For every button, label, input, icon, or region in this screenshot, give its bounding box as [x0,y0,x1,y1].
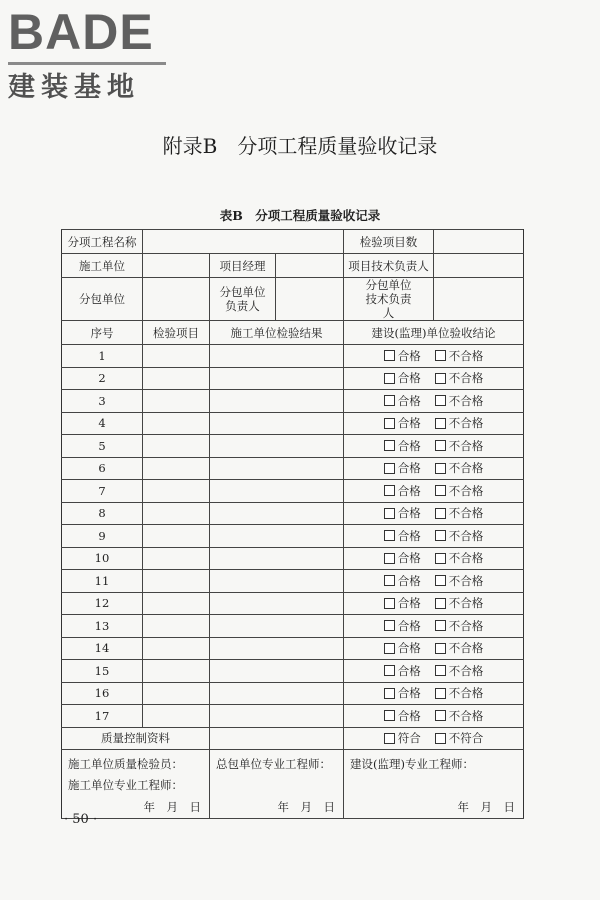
pass-checkbox[interactable] [384,371,421,385]
row-number: 5 [62,435,143,458]
contractor-result-cell[interactable] [210,547,344,570]
supervisor-conclusion-cell [344,660,524,683]
fail-checkbox[interactable] [435,709,484,723]
pass-checkbox-label: 合格 [397,506,421,521]
row-number: 13 [62,615,143,638]
fail-checkbox[interactable] [435,506,484,520]
project-name-label: 分项工程名称 [62,230,143,254]
fail-checkbox-label: 不合格 [448,483,484,498]
contractor-result-cell[interactable] [210,457,344,480]
logo-subtitle: 建装基地 [8,72,140,103]
fail-checkbox-label: 不合格 [448,618,484,633]
compliant-checkbox-label: 符合 [397,731,421,746]
supervisor-engineer-label: 建设(监理)专业工程师： [350,757,474,771]
general-engineer-label: 总包单位专业工程师： [216,757,331,771]
inspection-item-cell[interactable] [143,615,210,638]
supervisor-conclusion-cell [344,435,524,458]
fail-checkbox[interactable] [435,641,484,655]
row-number: 11 [62,570,143,593]
column-header-supervisor-conclusion: 建设(监理)单位验收结论 [344,321,524,345]
fail-checkbox-label: 不合格 [448,416,484,431]
supervisor-conclusion-cell [344,705,524,728]
inspection-item-cell[interactable] [143,502,210,525]
general-date: 年 月 日 [277,800,336,814]
fail-checkbox[interactable] [435,596,484,610]
pass-checkbox-label: 合格 [397,686,421,701]
supervisor-conclusion-cell [344,502,524,525]
fail-checkbox[interactable] [435,529,484,543]
pass-checkbox-label: 合格 [397,573,421,588]
fail-checkbox[interactable] [435,349,484,363]
subcontractor-value[interactable] [143,278,210,321]
row-number: 17 [62,705,143,728]
supervisor-conclusion-cell [344,480,524,503]
checkbox-icon[interactable] [384,440,395,451]
table-title: 表B 分项工程质量验收记录 [219,208,381,223]
checkbox-icon[interactable] [435,463,446,474]
pass-checkbox-label: 合格 [397,461,421,476]
fail-checkbox-label: 不合格 [448,596,484,611]
checkbox-icon[interactable] [384,508,395,519]
contractor-result-cell[interactable] [210,637,344,660]
fail-checkbox-label: 不合格 [448,551,484,566]
contractor-result-cell[interactable] [210,412,344,435]
table-row [62,480,524,503]
checkbox-icon[interactable] [384,688,395,699]
pass-checkbox-label: 合格 [397,416,421,431]
sub-tech-lead-label: 分包单位技术负责人 [344,278,434,321]
fail-checkbox-label: 不合格 [448,573,484,588]
row-number: 1 [62,345,143,368]
pass-checkbox[interactable] [384,461,421,475]
fail-checkbox[interactable] [435,371,484,385]
contractor-result-cell[interactable] [210,705,344,728]
checkbox-icon[interactable] [435,598,446,609]
fail-checkbox[interactable] [435,416,484,430]
supervisor-conclusion-cell [344,570,524,593]
contractor-result-cell[interactable] [210,390,344,413]
checkbox-icon[interactable] [384,463,395,474]
fail-checkbox-label: 不合格 [448,438,484,453]
checkbox-icon[interactable] [384,530,395,541]
checkbox-icon[interactable] [435,350,446,361]
row-number: 2 [62,367,143,390]
table-row [62,457,524,480]
fail-checkbox-label: 不合格 [448,708,484,723]
brand-logo [8,2,178,103]
table-row [62,367,524,390]
pass-checkbox[interactable] [384,484,421,498]
pass-checkbox[interactable] [384,686,421,700]
inspection-item-cell[interactable] [143,435,210,458]
contractor-result-cell[interactable] [210,682,344,705]
supervisor-conclusion-cell [344,457,524,480]
table-row [62,345,524,368]
checkbox-icon[interactable] [435,440,446,451]
fail-checkbox-label: 不合格 [448,506,484,521]
checkbox-icon[interactable] [384,350,395,361]
checkbox-icon[interactable] [435,553,446,564]
column-header-item: 检验项目 [143,321,210,345]
inspection-item-cell[interactable] [143,570,210,593]
supervisor-conclusion-cell [344,412,524,435]
row-number: 4 [62,412,143,435]
pass-checkbox[interactable] [384,551,421,565]
pass-checkbox-label: 合格 [397,551,421,566]
contractor-result-cell[interactable] [210,480,344,503]
contractor-result-cell[interactable] [210,660,344,683]
table-row [62,547,524,570]
quality-control-result-cell[interactable] [210,727,344,750]
supervisor-conclusion-cell [344,390,524,413]
checkbox-icon[interactable] [435,530,446,541]
supervisor-conclusion-cell [344,345,524,368]
checkbox-icon[interactable] [435,485,446,496]
checkbox-icon[interactable] [384,665,395,676]
project-manager-label: 项目经理 [210,254,276,278]
checkbox-icon[interactable] [435,575,446,586]
fail-checkbox-label: 不合格 [448,686,484,701]
checkbox-icon[interactable] [384,553,395,564]
quality-control-label: 质量控制资料 [62,727,210,750]
inspection-count-label: 检验项目数 [344,230,434,254]
table-row [62,615,524,638]
table-row [62,525,524,548]
contractor-result-cell[interactable] [210,345,344,368]
fail-checkbox-label: 不合格 [448,393,484,408]
project-manager-value[interactable] [276,254,344,278]
checkbox-icon[interactable] [435,733,446,744]
table-row [62,682,524,705]
checkbox-icon[interactable] [384,485,395,496]
checkbox-icon[interactable] [435,373,446,384]
contractor-result-cell[interactable] [210,570,344,593]
supervisor-conclusion-cell [344,367,524,390]
fail-checkbox-label: 不合格 [448,461,484,476]
inspection-item-cell[interactable] [143,592,210,615]
pass-checkbox-label: 合格 [397,393,421,408]
pass-checkbox[interactable] [384,619,421,633]
pass-checkbox[interactable] [384,529,421,543]
page-number: · 50 · [64,812,98,827]
pass-checkbox-label: 合格 [397,528,421,543]
table-row [62,390,524,413]
fail-checkbox[interactable] [435,664,484,678]
fail-checkbox-label: 不合格 [448,641,484,656]
sub-lead-label: 分包单位负责人 [210,278,276,321]
checkbox-icon[interactable] [435,688,446,699]
contractor-date: 年 月 日 [143,800,201,814]
checkbox-icon[interactable] [435,508,446,519]
supervisor-conclusion-cell [344,525,524,548]
pass-checkbox-label: 合格 [397,348,421,363]
logo-wordmark: BADE [8,4,154,60]
table-row [62,637,524,660]
contractor-signature-cell[interactable] [62,750,210,819]
row-number: 8 [62,502,143,525]
noncompliant-checkbox[interactable] [435,731,484,745]
pass-checkbox-label: 合格 [397,708,421,723]
row-number: 6 [62,457,143,480]
inspection-item-cell[interactable] [143,705,210,728]
pass-checkbox-label: 合格 [397,438,421,453]
fail-checkbox[interactable] [435,484,484,498]
general-contractor-signature-cell[interactable] [210,750,344,819]
contractor-result-cell[interactable] [210,502,344,525]
inspection-count-value[interactable] [434,230,524,254]
contractor-result-cell[interactable] [210,592,344,615]
quality-control-row [62,727,524,750]
pass-checkbox[interactable] [384,664,421,678]
table-row [62,705,524,728]
checkbox-icon[interactable] [435,620,446,631]
checkbox-icon[interactable] [384,418,395,429]
fail-checkbox[interactable] [435,551,484,565]
acceptance-record-table [61,229,524,819]
contractor-engineer-label: 施工单位专业工程师： [68,778,183,792]
row-number: 7 [62,480,143,503]
fail-checkbox-label: 不合格 [448,528,484,543]
pass-checkbox[interactable] [384,416,421,430]
pass-checkbox[interactable] [384,439,421,453]
signature-row [62,750,524,819]
inspection-item-cell[interactable] [143,660,210,683]
checkbox-icon[interactable] [435,643,446,654]
table-row [62,570,524,593]
contractor-result-cell[interactable] [210,615,344,638]
sub-tech-lead-value[interactable] [434,278,524,321]
fail-checkbox[interactable] [435,461,484,475]
inspection-item-cell[interactable] [143,637,210,660]
inspection-item-cell[interactable] [143,457,210,480]
fail-checkbox[interactable] [435,686,484,700]
inspection-item-cell[interactable] [143,345,210,368]
inspection-item-cell[interactable] [143,547,210,570]
checkbox-icon[interactable] [435,710,446,721]
sub-lead-value[interactable] [276,278,344,321]
pass-checkbox-label: 合格 [397,663,421,678]
tech-lead-label: 项目技术负责人 [344,254,434,278]
pass-checkbox[interactable] [384,574,421,588]
fail-checkbox[interactable] [435,619,484,633]
table-row [62,660,524,683]
column-header-no: 序号 [62,321,143,345]
table-row [62,592,524,615]
noncompliant-checkbox-label: 不符合 [448,731,484,746]
tech-lead-value[interactable] [434,254,524,278]
contractor-value[interactable] [143,254,210,278]
contractor-result-cell[interactable] [210,525,344,548]
pass-checkbox-label: 合格 [397,483,421,498]
pass-checkbox[interactable] [384,596,421,610]
pass-checkbox-label: 合格 [397,596,421,611]
row-number: 12 [62,592,143,615]
supervisor-conclusion-cell [344,682,524,705]
fail-checkbox-label: 不合格 [448,348,484,363]
column-header-contractor-result: 施工单位检验结果 [210,321,344,345]
fail-checkbox-label: 不合格 [448,371,484,386]
inspection-item-cell[interactable] [143,682,210,705]
quality-control-conclusion-cell [344,727,524,750]
subcontractor-label: 分包单位 [62,278,143,321]
inspection-item-cell[interactable] [143,525,210,548]
row-number: 15 [62,660,143,683]
supervisor-conclusion-cell [344,592,524,615]
supervisor-conclusion-cell [344,547,524,570]
row-number: 16 [62,682,143,705]
pass-checkbox[interactable] [384,641,421,655]
checkbox-icon[interactable] [384,395,395,406]
checkbox-icon[interactable] [435,395,446,406]
quality-inspector-label: 施工单位质量检验员： [68,757,183,771]
pass-checkbox-label: 合格 [397,618,421,633]
table-row [62,435,524,458]
fail-checkbox[interactable] [435,439,484,453]
row-number: 10 [62,547,143,570]
pass-checkbox[interactable] [384,394,421,408]
table-row [62,502,524,525]
fail-checkbox[interactable] [435,574,484,588]
pass-checkbox-label: 合格 [397,641,421,656]
contractor-result-cell[interactable] [210,435,344,458]
checkbox-icon[interactable] [384,643,395,654]
row-number: 14 [62,637,143,660]
pass-checkbox-label: 合格 [397,371,421,386]
pass-checkbox[interactable] [384,349,421,363]
checkbox-icon[interactable] [384,373,395,384]
checkbox-icon[interactable] [384,733,395,744]
checkbox-icon[interactable] [435,418,446,429]
inspection-item-cell[interactable] [143,480,210,503]
table-row [62,412,524,435]
inspection-item-cell[interactable] [143,412,210,435]
checkbox-icon[interactable] [435,665,446,676]
row-number: 9 [62,525,143,548]
contractor-label: 施工单位 [62,254,143,278]
project-name-value[interactable] [143,230,344,254]
fail-checkbox[interactable] [435,394,484,408]
checkbox-icon[interactable] [384,620,395,631]
supervisor-signature-cell[interactable] [344,750,524,819]
checkbox-icon[interactable] [384,575,395,586]
supervisor-conclusion-cell [344,615,524,638]
row-number: 3 [62,390,143,413]
inspection-item-cell[interactable] [143,367,210,390]
supervisor-date: 年 月 日 [457,800,516,814]
contractor-result-cell[interactable] [210,367,344,390]
compliant-checkbox[interactable] [384,731,421,745]
pass-checkbox[interactable] [384,709,421,723]
checkbox-icon[interactable] [384,710,395,721]
appendix-title: 附录B 分项工程质量验收记录 [162,134,438,158]
inspection-item-cell[interactable] [143,390,210,413]
supervisor-conclusion-cell [344,637,524,660]
checkbox-icon[interactable] [384,598,395,609]
pass-checkbox[interactable] [384,506,421,520]
fail-checkbox-label: 不合格 [448,663,484,678]
